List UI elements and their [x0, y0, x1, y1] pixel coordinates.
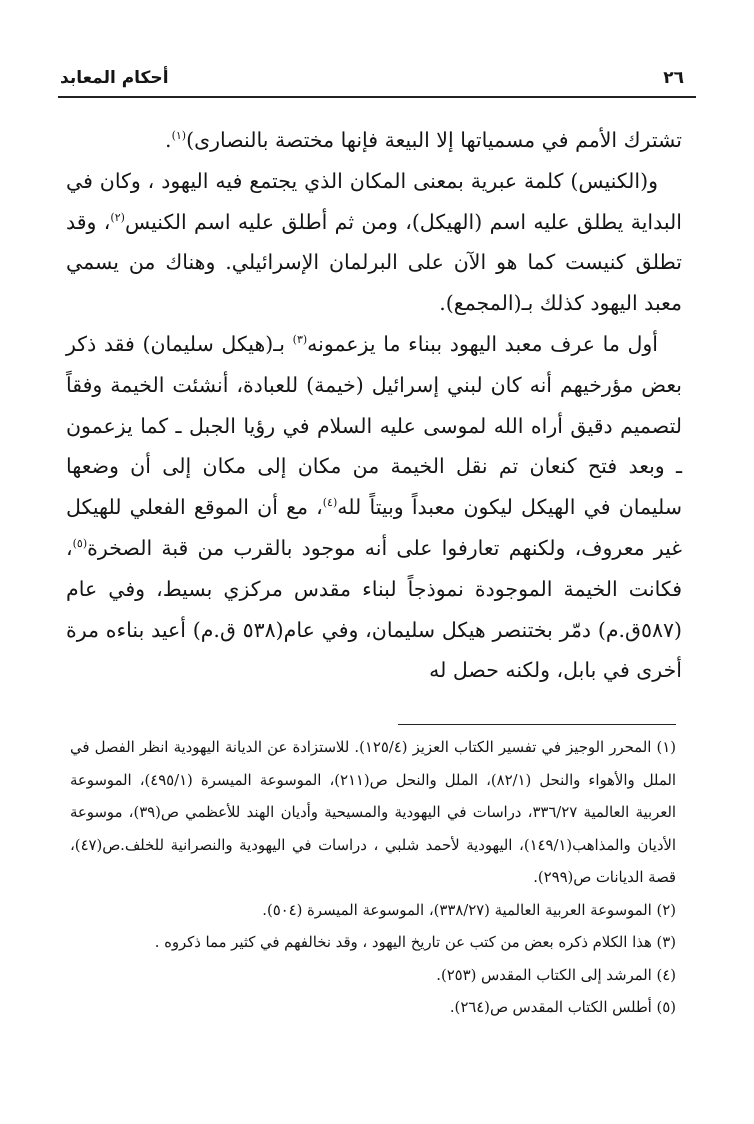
book-title: أحكام المعابد	[60, 68, 169, 88]
footnote-reference: (٣)	[292, 333, 308, 347]
footnote-reference: (١)	[171, 129, 187, 143]
footnote-5: (٥) أطلس الكتاب المقدس ص(٢٦٤).	[449, 999, 676, 1016]
paragraph-3	[66, 324, 682, 691]
header-rule	[58, 96, 696, 98]
footnote-reference: (٢)	[110, 210, 125, 224]
running-header	[60, 64, 694, 94]
body-text	[66, 120, 682, 691]
footnote-separator	[398, 724, 676, 725]
footnote-1: (١) المحرر الوجيز في تفسير الكتاب العزيز (١٢٥/٤). للاستزادة عن الديانة اليهودية انظر الفصل في الملل والأهواء والنحل (٨٢/١)، الملل والنحل ص(٢١١)، الموسوعة الميسرة (٤٩٥/١)، الموسوعة العربية العالمية ٣٣٦/٢٧، دراسات في اليهودية والمسيحية وأديان الهند للأعظمي ص(٣٩)، موسوعة الأديان والمذاهب(١٤٩/١)، اليهودية لأحمد شلبي ، دراسات في اليهودية والنصرانية للخلف.ص(٤٧)، قصة الديانات ص(٢٩٩).	[70, 739, 676, 886]
text-run: ، مع أن الموقع الفعلي للهيكل غير معروف، ولكنهم تعارفوا على أنه موجود بالقرب من قبة الصخرة	[66, 495, 682, 560]
footnote-4: (٤) المرشد إلى الكتاب المقدس (٢٥٣).	[436, 966, 676, 984]
footnotes	[70, 732, 676, 1025]
footnote-reference: (٥)	[72, 537, 88, 551]
text-run: تشترك الأمم في مسمياتها إلا البيعة فإنها مختصة بالنصارى)	[186, 128, 682, 152]
text-run: أول ما عرف معبد اليهود ببناء ما يزعمونه	[307, 331, 658, 356]
page-number: ٢٦	[663, 68, 684, 88]
text-run: ، فكانت الخيمة الموجودة نموذجاً لبناء مقدس مركزي بسيط، وفي عام (٥٨٧ق.م) دمّر بختنصر هيكل سليمان، وفي عام(٥٣٨ ق.م) أعيد بناءه مرة أخرى في بابل، ولكنه حصل له	[66, 535, 682, 683]
paragraph-2	[66, 161, 682, 324]
text-run: و(الكنيس) كلمة عبرية بمعنى المكان الذي يجتمع فيه اليهود ، وكان في البداية يطلق عليه اسم (الهيكل)، ومن ثم أطلق عليه اسم الكنيس	[66, 168, 682, 234]
text-run: بـ(هيكل سليمان) فقد ذكر بعض مؤرخيهم أنه كان لبني إسرائيل (خيمة) للعبادة، أنشئت الخيمة وفقاً لتصميم دقيق أراه الله لموسى عليه السلام في رؤيا الجبل ـ كما يزعمون ـ وبعد فتح كنعان تم نقل الخيمة من مكان إلى مكان إلى أن وضعها سليمان في الهيكل ليكون معبداً وبيتاً لله	[66, 331, 682, 520]
footnote-3: (٣) هذا الكلام ذكره بعض من كتب عن تاريخ اليهود ، وقد نخالفهم في كثير مما ذكروه .	[154, 934, 676, 951]
text-run: ، وقد تطلق كنيست كما هو الآن على البرلمان الإسرائيلي. وهناك من يسمي معبد اليهود كذلك بـ(المجمع).	[66, 209, 682, 316]
footnote-reference: (٤)	[322, 496, 338, 510]
footnote-2: (٢) الموسوعة العربية العالمية (٣٣٨/٢٧)، الموسوعة الميسرة (٥٠٤).	[262, 901, 676, 919]
paragraph-1	[66, 120, 682, 161]
text-run: .	[165, 128, 172, 152]
